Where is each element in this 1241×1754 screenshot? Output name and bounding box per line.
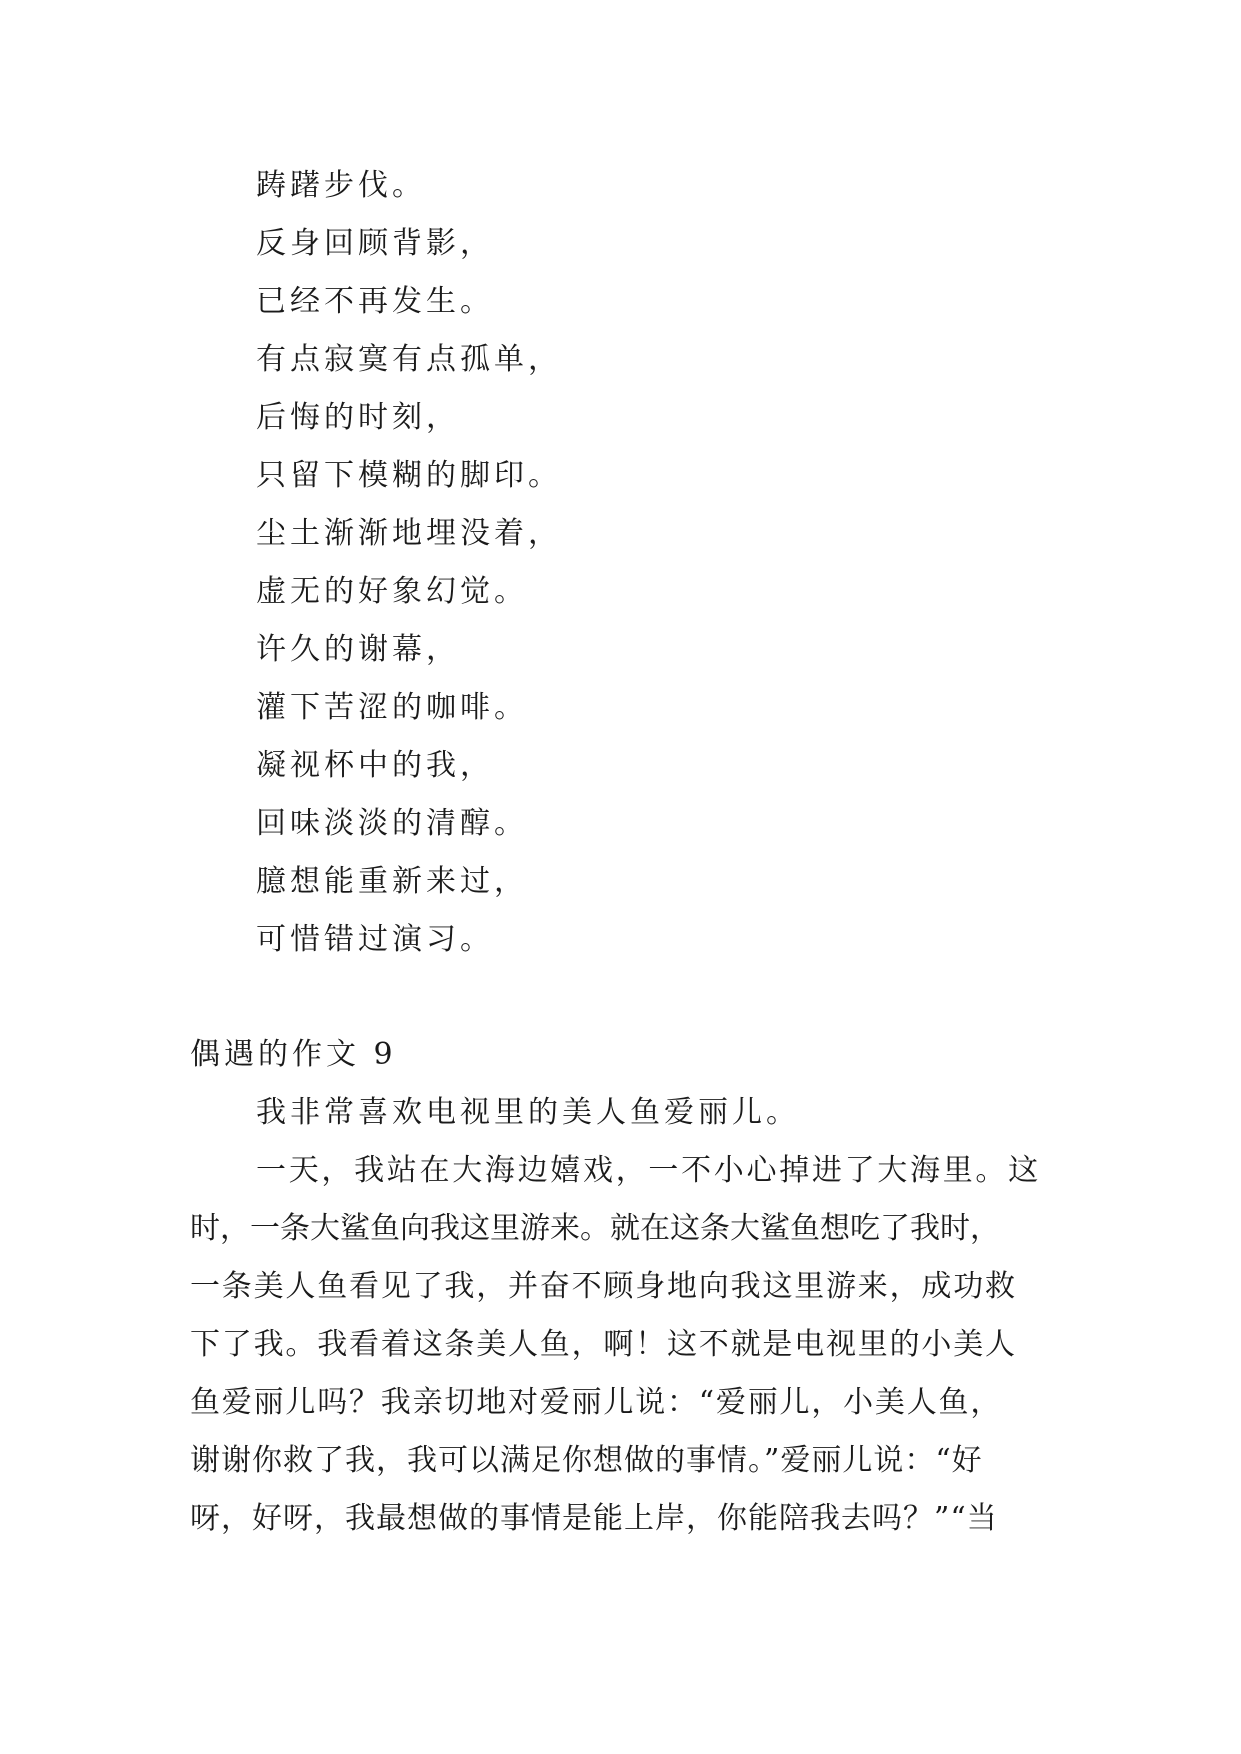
essay-heading: 偶遇的作文 9	[190, 1037, 397, 1072]
poem-line: 只留下模糊的脚印。	[256, 458, 562, 493]
paragraph-line: 一条美人鱼看见了我，并奋不顾身地向我这里游来，成功救	[190, 1269, 1017, 1304]
paragraph-line: 下了我。我看着这条美人鱼，啊！这不就是电视里的小美人	[190, 1327, 1017, 1362]
poem-line: 可惜错过演习。	[256, 922, 494, 957]
poem-line: 已经不再发生。	[256, 284, 494, 319]
paragraph-line: 我非常喜欢电视里的美人鱼爱丽儿。	[256, 1095, 800, 1130]
paragraph-line: 谢谢你救了我，我可以满足你想做的事情。”爱丽儿说：“好	[190, 1443, 983, 1478]
poem-line: 许久的谢幕，	[256, 632, 460, 667]
paragraph-line: 鱼爱丽儿吗？我亲切地对爱丽儿说：“爱丽儿，小美人鱼，	[190, 1385, 1003, 1420]
poem-line: 反身回顾背影，	[256, 226, 494, 261]
paragraph-line: 时，一条大鲨鱼向我这里游来。就在这条大鲨鱼想吃了我时，	[190, 1211, 1000, 1246]
poem-line: 凝视杯中的我，	[256, 748, 494, 783]
poem-line: 有点寂寞有点孤单，	[256, 342, 562, 377]
paragraph-line: 呀，好呀，我最想做的事情是能上岸，你能陪我去吗？”“当	[190, 1501, 998, 1536]
poem-line: 回味淡淡的清醇。	[256, 806, 528, 841]
poem-line: 尘土渐渐地埋没着，	[256, 516, 562, 551]
poem-line: 踌躇步伐。	[256, 168, 426, 203]
poem-line: 灌下苦涩的咖啡。	[256, 690, 528, 725]
poem-line: 臆想能重新来过，	[256, 864, 528, 899]
poem-line: 虚无的好象幻觉。	[256, 574, 528, 609]
poem-line: 后悔的时刻，	[256, 400, 460, 435]
paragraph-line: 一天，我站在大海边嬉戏，一不小心掉进了大海里。这	[256, 1153, 1041, 1188]
